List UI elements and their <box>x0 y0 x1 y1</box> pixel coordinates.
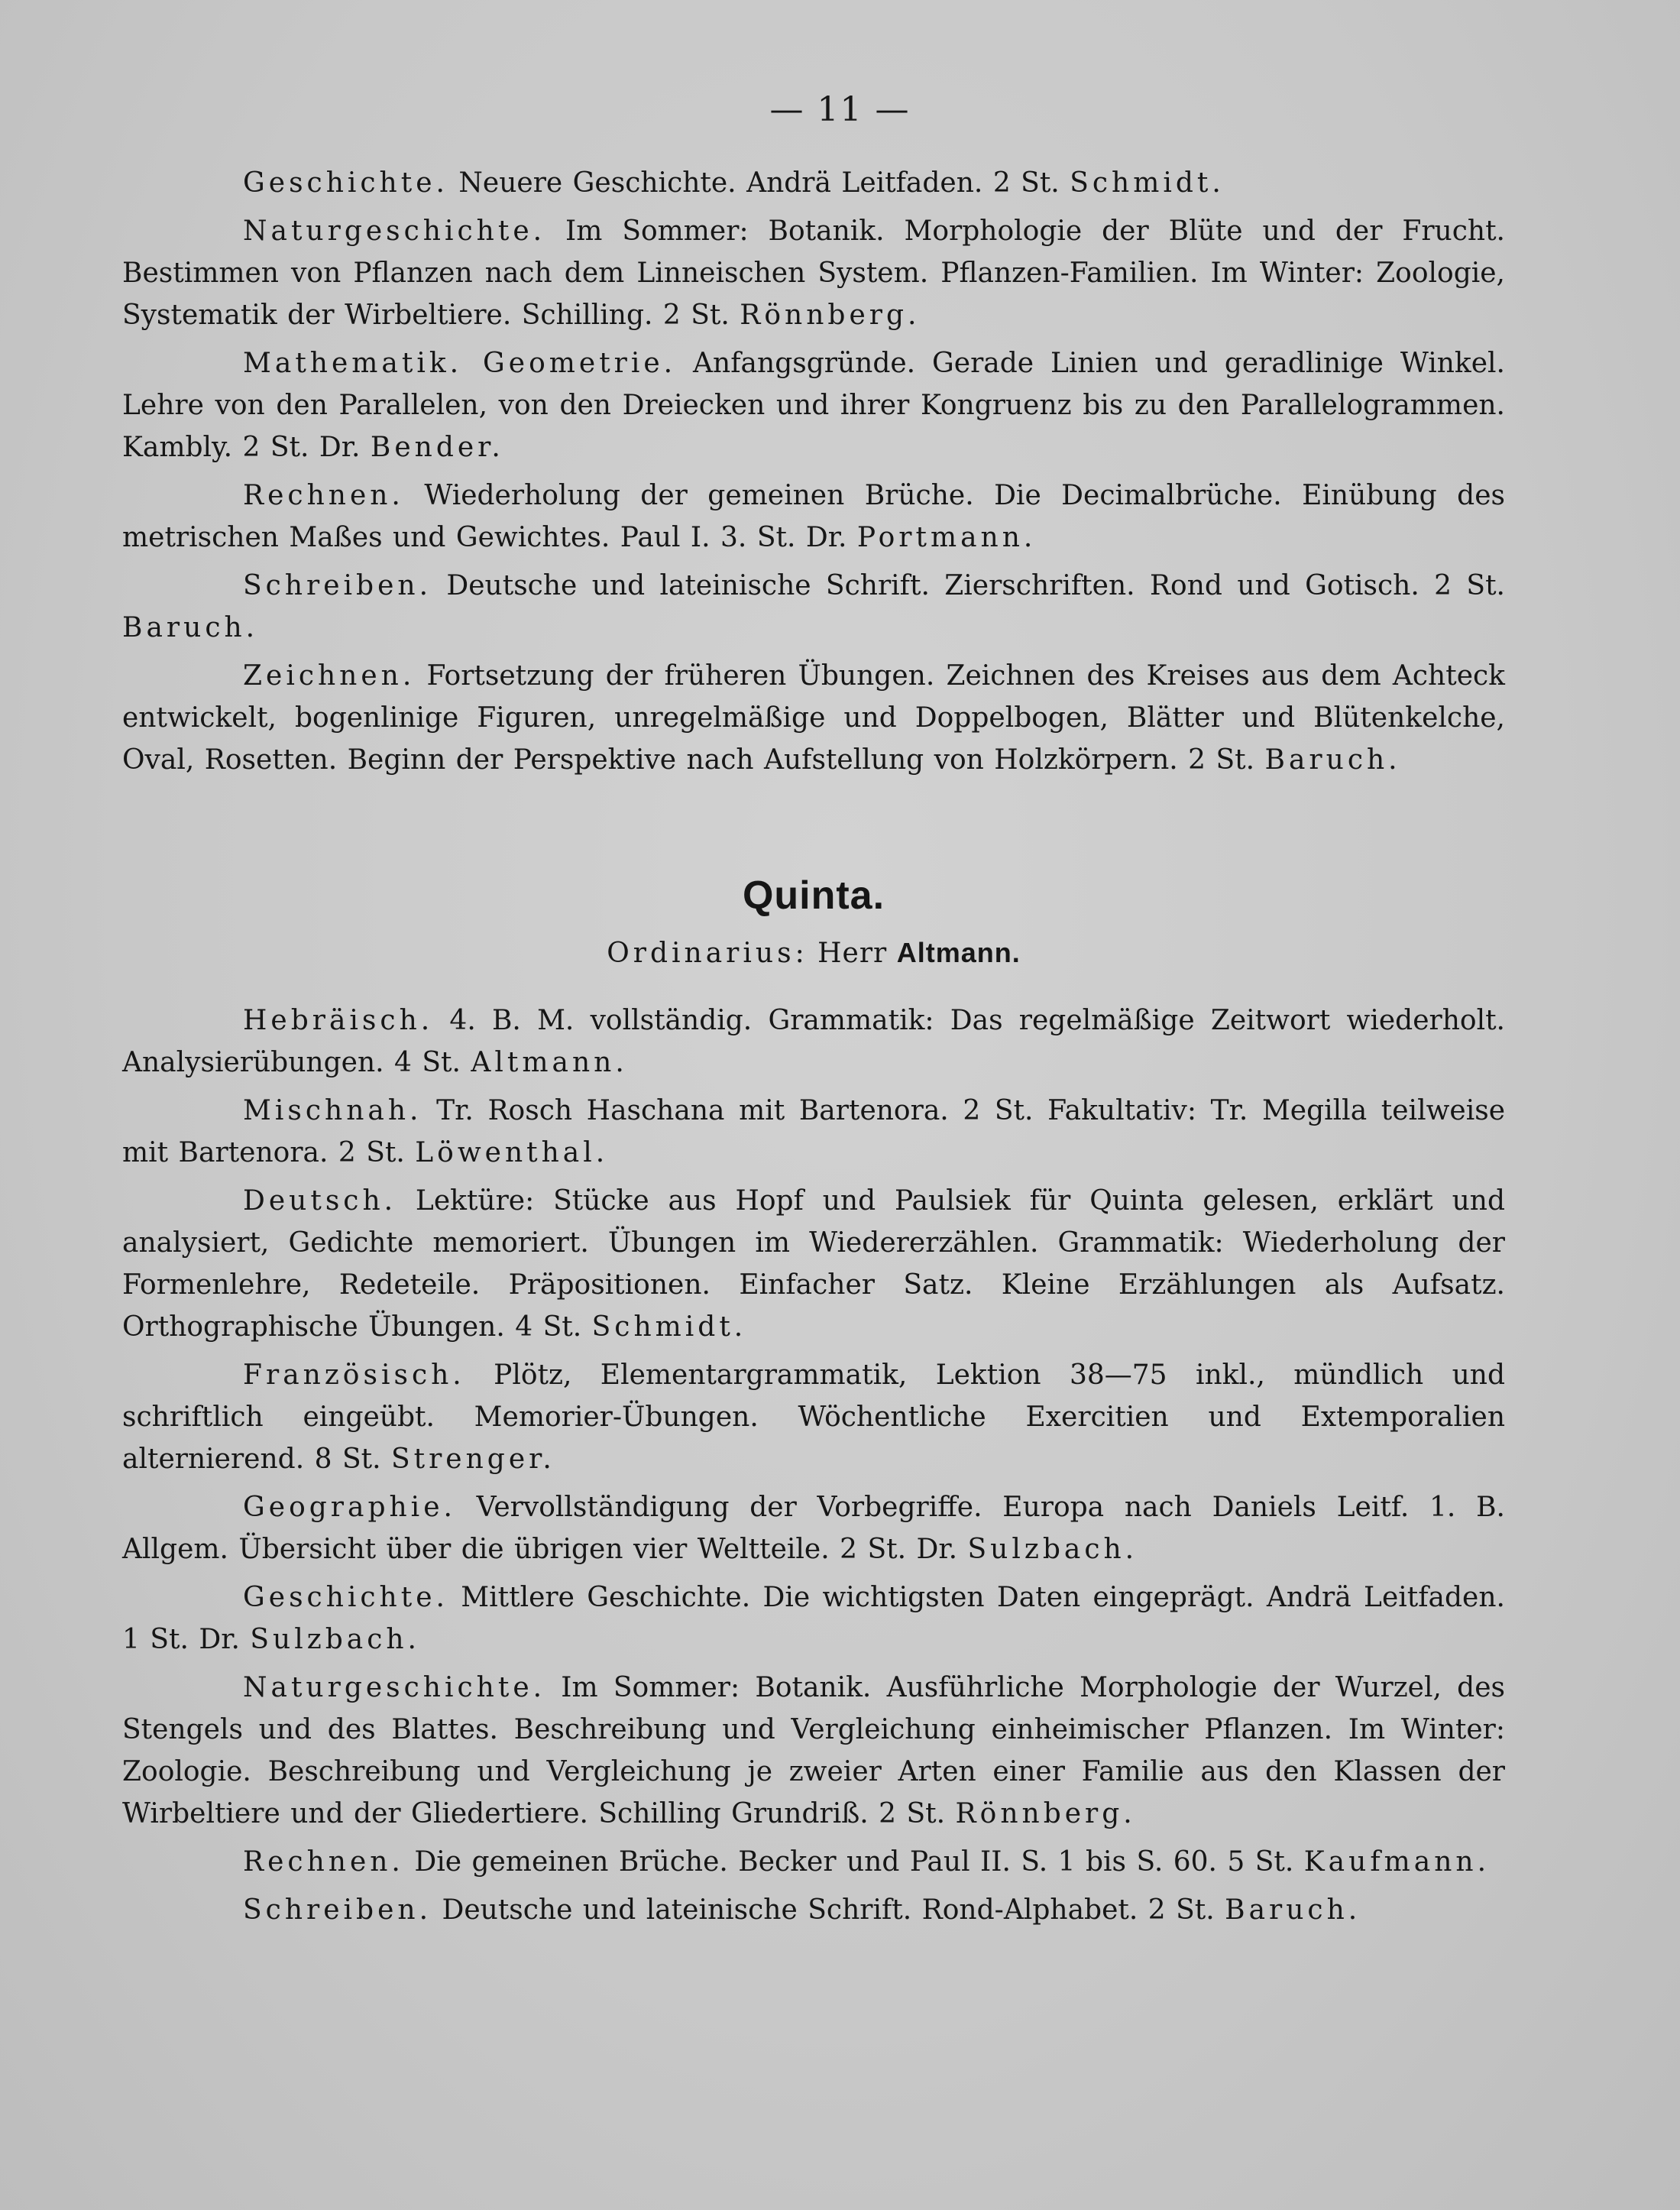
ordinarius-line <box>122 937 1505 969</box>
teacher-name: Rönnberg. <box>740 300 921 331</box>
paragraph-text: Deutsche und lateinische Schrift. Rond-Alphabet. 2 St. <box>432 1894 1225 1926</box>
paragraph-zeichnen-top <box>122 655 1505 781</box>
paragraph-rechnen <box>122 1841 1505 1883</box>
paragraph-franzoesisch <box>122 1354 1505 1480</box>
subject-label: Geographie. <box>243 1492 456 1523</box>
subject-label: Deutsch. <box>243 1185 397 1217</box>
subject-label: Geschichte. <box>243 1582 448 1613</box>
ordinarius-name: Altmann. <box>896 937 1021 968</box>
paragraph-mathematik-top <box>122 342 1505 468</box>
section-heading-quinta: Quinta. <box>742 873 885 918</box>
ordinarius-herr: Herr <box>808 938 897 969</box>
paragraph-text: Im Sommer: Botanik. Ausführliche Morphologie der Wurzel, des Stengels und des Blattes. Beschreibung und Vergleichung einheimischer Pflanzen. Im Winter: Zoologie. Beschreibung und Vergleichung je zweier Arten einer Familie aus den Klassen der Wirbeltiere und der Gliedertiere. Schilling Grundriß. 2 St. <box>122 1672 1505 1829</box>
teacher-name: Schmidt. <box>1070 167 1225 199</box>
subject-label: Schreiben. <box>243 570 432 601</box>
teacher-name: Löwenthal. <box>415 1137 609 1168</box>
paragraph-mischnah <box>122 1090 1505 1174</box>
paragraph-text: 4. B. M. vollständig. Grammatik: Das regelmäßige Zeitwort wiederholt. Analysierübungen. 4 St. <box>122 1005 1505 1078</box>
paragraph-text: Die gemeinen Brüche. Becker und Paul II. S. 1 bis S. 60. 5 St. <box>403 1846 1304 1878</box>
subject-label: Französisch. <box>243 1359 465 1391</box>
teacher-name: Schmidt. <box>591 1311 747 1343</box>
teacher-name: Baruch. <box>1225 1894 1361 1926</box>
teacher-name: Baruch. <box>122 612 259 643</box>
paragraph-text: Anfangsgründe. Gerade Linien und geradlinige Winkel. Lehre von den Parallelen, von den Dreiecken und ihrer Kongruenz bis zu den Parallelogrammen. Kambly. 2 St. Dr. <box>122 348 1505 463</box>
page-content <box>122 162 1505 1937</box>
paragraph-text: Vervollständigung der Vorbegriffe. Europa nach Daniels Leitf. 1. B. Allgem. Übersicht über die übrigen vier Weltteile. 2 St. Dr. <box>122 1492 1505 1565</box>
subject-label: Mischnah. <box>243 1095 422 1126</box>
subject-label: Naturgeschichte. <box>243 215 546 247</box>
subject-label: Hebräisch. <box>243 1005 434 1036</box>
paragraph-geschichte <box>122 1576 1505 1661</box>
teacher-name: Baruch. <box>1264 744 1401 776</box>
teacher-name: Portmann. <box>856 522 1037 553</box>
teacher-name: Sulzbach. <box>250 1624 421 1655</box>
subject-label: Rechnen. <box>243 1846 404 1878</box>
teacher-name: Sulzbach. <box>967 1534 1138 1565</box>
paragraph-schreiben <box>122 1889 1505 1931</box>
paragraph-geographie <box>122 1486 1505 1570</box>
subject-label: Rechnen. <box>243 480 404 511</box>
paragraph-text: Deutsche und lateinische Schrift. Zierschriften. Rond und Gotisch. 2 St. <box>432 570 1505 601</box>
paragraph-rechnen-top <box>122 475 1505 559</box>
paragraph-hebraeisch <box>122 1000 1505 1084</box>
paragraph-text: Lektüre: Stücke aus Hopf und Paulsiek für Quinta gelesen, erklärt und analysiert, Gedichte memoriert. Übungen im Wiedererzählen. Grammatik: Wiederholung der Formenlehre, Redeteile. Präpositionen. Einfacher Satz. Kleine Erzählungen als Aufsatz. Orthographische Übungen. 4 St. <box>122 1185 1505 1343</box>
teacher-name: Rönnberg. <box>955 1798 1136 1829</box>
teacher-name: Altmann. <box>471 1047 628 1078</box>
subject-label: Zeichnen. <box>243 660 416 692</box>
subject-label: Mathematik. Geometrie. <box>243 348 677 379</box>
ordinarius-label: Ordinarius: <box>607 938 808 969</box>
paragraph-text: Wiederholung der gemeinen Brüche. Die Decimalbrüche. Einübung des metrischen Maßes und Gewichtes. Paul I. 3. St. Dr. <box>122 480 1505 553</box>
subject-label: Schreiben. <box>243 1894 432 1926</box>
subject-label: Naturgeschichte. <box>243 1672 546 1703</box>
paragraph-deutsch <box>122 1180 1505 1348</box>
teacher-name: Bender. <box>370 432 504 463</box>
paragraph-naturgeschichte-top <box>122 210 1505 336</box>
paragraph-text: Tr. Rosch Haschana mit Bartenora. 2 St. Fakultativ: Tr. Megilla teilweise mit Bartenora. 2 St. <box>122 1095 1505 1168</box>
paragraph-text: Neuere Geschichte. Andrä Leitfaden. 2 St. <box>448 167 1070 199</box>
paragraph-geschichte-top <box>122 162 1505 204</box>
teacher-name: Strenger. <box>390 1444 555 1475</box>
paragraph-naturgeschichte <box>122 1667 1505 1835</box>
subject-label: Geschichte. <box>243 167 448 199</box>
paragraph-text: Mittlere Geschichte. Die wichtigsten Daten eingeprägt. Andrä Leitfaden. 1 St. Dr. <box>122 1582 1505 1655</box>
teacher-name: Kaufmann. <box>1303 1846 1491 1878</box>
paragraph-schreiben-top <box>122 565 1505 649</box>
paragraph-text: Fortsetzung der früheren Übungen. Zeichnen des Kreises aus dem Achteck entwickelt, bogenlinige Figuren, unregelmäßige und Doppelbogen, Blätter und Blütenkelche, Oval, Rosetten. Beginn der Perspektive nach Aufstellung von Holzkörpern. 2 St. <box>122 660 1505 776</box>
paragraph-text: Plötz, Elementargrammatik, Lektion 38—75 inkl., mündlich und schriftlich eingeübt. Memorier-Übungen. Wöchentliche Exercitien und Extemporalien alternierend. 8 St. <box>122 1359 1505 1475</box>
paragraph-text: Im Sommer: Botanik. Morphologie der Blüte und der Frucht. Bestimmen von Pflanzen nach dem Linneischen System. Pflanzen-Familien. Im Winter: Zoologie, Systematik der Wirbeltiere. Schilling. 2 St. <box>122 215 1505 331</box>
page-number: — 11 — <box>769 90 911 129</box>
